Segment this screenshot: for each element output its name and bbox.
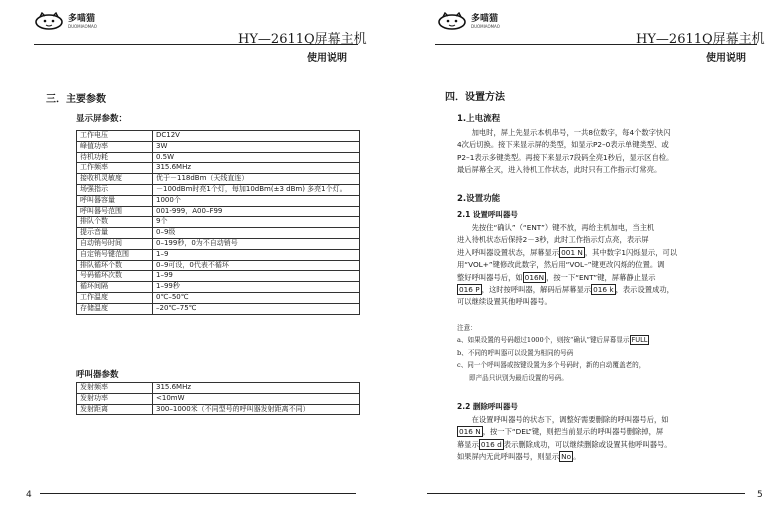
param-name: 循环间隔 xyxy=(77,282,153,293)
display-code-box: 016N xyxy=(524,272,545,282)
note-a: a、如果设置的号码超过1000个，则按“确认”键后屏幕显示 FULL xyxy=(457,336,648,345)
param-row xyxy=(77,260,360,271)
param-value: 315.6MHz xyxy=(153,383,360,394)
page-number: 4 xyxy=(26,490,32,500)
param-name: 呼叫器号范围 xyxy=(77,206,153,217)
model-title: HY—2611Q屏幕主机 xyxy=(636,32,765,47)
brand-name: 多喵猫 xyxy=(68,13,96,24)
display-code-box: 016 d xyxy=(480,439,502,449)
power-on-title: 1.上电流程 xyxy=(457,114,501,124)
param-name: 排队循环个数 xyxy=(77,260,153,271)
power-on-line: P2–1表示多键类型。再接下来显示7段码全亮1秒后，显示区自检。 xyxy=(457,152,674,162)
manual-label: 使用说明 xyxy=(706,53,746,64)
display-params-table xyxy=(76,130,360,315)
param-name: 工作温度 xyxy=(77,292,153,303)
display-params-title: 显示屏参数： xyxy=(76,114,128,124)
brand-sub: DUOMIAOMAO xyxy=(471,23,500,29)
page-number: 5 xyxy=(757,490,763,500)
param-name: 发射频率 xyxy=(77,383,153,394)
param-value: 0.5W xyxy=(153,152,360,163)
notes-block xyxy=(457,322,777,384)
caller-params-title: 呼叫器参数 xyxy=(76,370,119,380)
param-value: <10mW xyxy=(153,393,360,404)
param-row xyxy=(77,217,360,228)
note-b: b、不同的呼叫器可以设置为相同的号码 xyxy=(457,348,574,357)
param-row xyxy=(77,184,360,195)
param-value: 1–9 xyxy=(153,249,360,260)
brand-name: 多喵猫 xyxy=(471,13,499,24)
param-value: 优于－118dBm（天线直连） xyxy=(153,174,360,185)
param-value: 1–99 xyxy=(153,271,360,282)
param-row xyxy=(77,152,360,163)
param-row xyxy=(77,141,360,152)
param-value: －100dBm时亮1个灯，每加10dBm(±3 dBm) 多亮1个灯。 xyxy=(153,184,360,195)
param-name: 峰值功率 xyxy=(77,141,153,152)
param-name: 自定销号键范围 xyxy=(77,249,153,260)
text-line: 016 N ，按一下“DEL”键，则把当前显示的呼叫器号删除掉，屏 xyxy=(459,427,664,437)
param-name: 接收机灵敏度 xyxy=(77,174,153,185)
brand-logo xyxy=(437,12,500,30)
delete-caller-text xyxy=(457,414,772,464)
header-divider xyxy=(435,44,757,45)
param-value: 0–9级 xyxy=(153,228,360,239)
param-value: 0℃–50℃ xyxy=(153,292,360,303)
text-line: 进入待机状态后保持2－3秒，此时工作指示灯点亮，表示屏 xyxy=(457,235,649,245)
param-row xyxy=(77,393,360,404)
header-divider xyxy=(34,44,358,45)
caller-params-table xyxy=(76,382,360,415)
param-row xyxy=(77,174,360,185)
display-code-box: 016 k xyxy=(593,285,614,295)
set-caller-text xyxy=(457,222,772,309)
manual-label: 使用说明 xyxy=(307,53,347,64)
section-title: 四．设置方法 xyxy=(445,92,505,103)
param-value: 9个 xyxy=(153,217,360,228)
note-c-cont: 即产品只识别为最后设置的号码。 xyxy=(469,373,568,382)
param-value: –20℃–75℃ xyxy=(153,303,360,314)
param-row xyxy=(77,249,360,260)
param-name: 工作电压 xyxy=(77,131,153,142)
param-row xyxy=(77,383,360,394)
power-on-line: 加电时，屏上先显示本机串号，一共8位数字，每4个数字快闪 xyxy=(471,128,671,137)
text-line: 如果屏内无此呼叫器号，则显示 No 。 xyxy=(457,452,581,462)
footer-divider xyxy=(427,493,745,494)
param-row xyxy=(77,303,360,314)
param-row xyxy=(77,271,360,282)
delete-caller-title: 2.2 删除呼叫器号 xyxy=(457,402,518,411)
param-value: 1000个 xyxy=(153,195,360,206)
footer-divider xyxy=(40,493,356,494)
param-value: DC12V xyxy=(153,131,360,142)
param-value: 001-999，A00–F99 xyxy=(153,206,360,217)
text-line: 进入呼叫器设置状态，屏幕显示 001 N ，其中数字1闪烁显示，可以 xyxy=(457,247,678,257)
param-value: 300–1000米（不同型号的呼叫器发射距离不同） xyxy=(153,404,360,415)
param-name: 待机功耗 xyxy=(77,152,153,163)
text-line: 先按住“确认”（“ENT”）键不放，再给主机加电，当主机 xyxy=(471,223,655,232)
cat-logo-icon xyxy=(437,12,467,30)
param-name: 发射功率 xyxy=(77,393,153,404)
model-title: HY—2611Q屏幕主机 xyxy=(238,32,367,47)
param-value: 3W xyxy=(153,141,360,152)
text-line: 016 P ，这时按呼叫器，解码后屏幕显示 016 k ，表示设置成功， xyxy=(459,285,674,295)
brand-logo xyxy=(34,12,97,30)
param-name: 场强指示 xyxy=(77,184,153,195)
right-page xyxy=(391,0,782,514)
text-line: 幕显示 016 d 表示删除成功，可以继续删除或设置其他呼叫器号。 xyxy=(457,439,672,449)
param-value: 315.6MHz xyxy=(153,163,360,174)
display-code-box: 016 N xyxy=(459,427,481,437)
display-code-box: No xyxy=(561,452,572,462)
cat-logo-icon xyxy=(34,12,64,30)
text-line: 可以继续设置其他呼叫器号。 xyxy=(457,297,552,307)
text-line: 整好呼叫器号后，如 016N ，按一下“ENT”键，屏幕静止显示 xyxy=(457,272,656,282)
param-row xyxy=(77,404,360,415)
settings-title: 2.设置功能 xyxy=(457,194,501,204)
section-title: 三．主要参数 xyxy=(46,94,106,105)
param-row xyxy=(77,195,360,206)
display-code-box: 001 N xyxy=(561,247,583,257)
set-caller-title: 2.1 设置呼叫器号 xyxy=(457,210,518,219)
display-code-box: 016 P xyxy=(459,285,480,295)
param-row xyxy=(77,238,360,249)
param-name: 提示音量 xyxy=(77,228,153,239)
power-on-line: 最后屏幕全灭，进入待机工作状态，此时只有工作指示灯常亮。 xyxy=(457,165,662,175)
param-value: 1–99秒 xyxy=(153,282,360,293)
param-row xyxy=(77,292,360,303)
notes-title: 注意： xyxy=(457,324,477,332)
text-line: 在设置呼叫器号的状态下，调整好需要删除的呼叫器号后，如 xyxy=(471,415,669,424)
power-on-text xyxy=(457,127,772,177)
param-value: 0–199秒，0为不自动销号 xyxy=(153,238,360,249)
param-row xyxy=(77,206,360,217)
note-c: c、同一个呼叫器或按键设置为多个号码时，新的自动覆盖老的， xyxy=(457,361,646,370)
brand-sub: DUOMIAOMAO xyxy=(68,23,97,29)
param-name: 排队个数 xyxy=(77,217,153,228)
param-name: 工作频率 xyxy=(77,163,153,174)
param-row xyxy=(77,228,360,239)
power-on-line: 4次后切换。接下来显示屏的类型，如显示P2–0表示单键类型、或 xyxy=(457,140,669,150)
param-name: 号码循环次数 xyxy=(77,271,153,282)
param-value: 0–9可设，0代表不循环 xyxy=(153,260,360,271)
param-row xyxy=(77,282,360,293)
param-name: 发射距离 xyxy=(77,404,153,415)
param-name: 呼叫器容量 xyxy=(77,195,153,206)
display-code-box: FULL xyxy=(631,336,648,345)
param-row xyxy=(77,163,360,174)
param-name: 自动销号时间 xyxy=(77,238,153,249)
param-name: 存储温度 xyxy=(77,303,153,314)
param-row xyxy=(77,131,360,142)
text-line: 用“VOL+”键修改此数字，然后用“VOL–”键更改闪烁的位置。调 xyxy=(457,260,665,270)
